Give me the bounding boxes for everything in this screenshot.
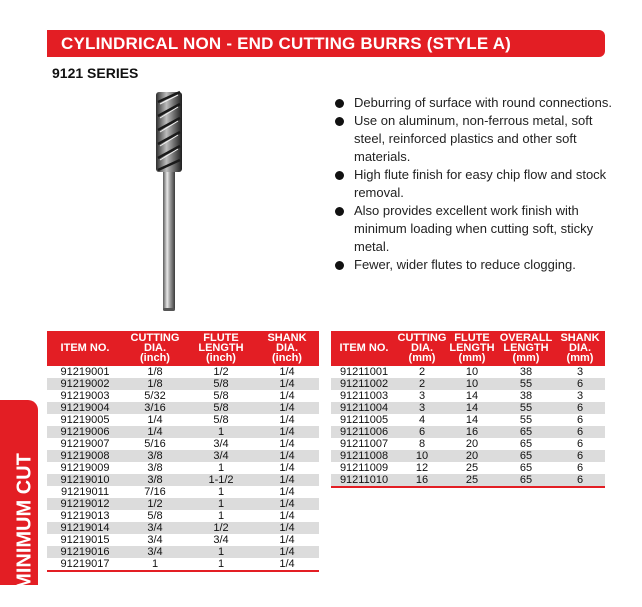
table-cell: 16 [397, 474, 447, 487]
table-cell: 1/4 [255, 378, 319, 390]
table-cell: 16 [447, 426, 497, 438]
table-cell: 91219014 [47, 522, 123, 534]
table-cell: 1 [187, 546, 255, 558]
table-cell: 91219005 [60, 413, 110, 426]
table-cell: 5/8 [187, 402, 255, 414]
table-row [47, 546, 319, 558]
column-header-line: LENGTH [503, 342, 549, 354]
table-cell: 1/4 [279, 365, 295, 378]
table-cell: 65 [497, 450, 555, 462]
table-row [47, 402, 319, 414]
table-cell: 14 [447, 402, 497, 414]
table-cell: 38 [519, 365, 533, 378]
table-cell: 91219012 [47, 498, 123, 510]
column-header [447, 331, 497, 366]
table-cell: 1 [187, 426, 255, 438]
table-row [47, 414, 319, 426]
table-cell: 91219003 [60, 389, 110, 402]
table-cell: 1/8 [123, 378, 187, 390]
column-header [123, 331, 187, 366]
bullet-dot-icon [335, 207, 344, 216]
table-cell: 91211006 [331, 426, 397, 438]
table-cell: 3/16 [123, 402, 187, 414]
table-cell: 1/4 [279, 485, 295, 498]
table-cell: 55 [519, 413, 533, 426]
table-cell: 6 [555, 426, 605, 438]
table-cell: 3/4 [213, 533, 229, 546]
table-cell: 1/2 [123, 498, 187, 510]
table-cell: 3 [576, 389, 584, 402]
table-cell: 25 [447, 474, 497, 487]
table-cell: 14 [465, 389, 479, 402]
table-cell: 1/4 [279, 533, 295, 546]
table-cell: 1/8 [147, 365, 163, 378]
table-cell: 1/4 [279, 461, 295, 474]
table-cell: 1/4 [123, 426, 187, 438]
table-cell: 1/4 [255, 450, 319, 462]
column-header-line: ITEM NO. [60, 342, 110, 354]
column-header [555, 331, 605, 366]
table-cell: 91211003 [339, 389, 389, 402]
table-cell: 3 [418, 389, 426, 402]
bullet-dot-icon [335, 261, 344, 270]
table-cell: 1/4 [279, 389, 295, 402]
column-header-line: DIA. [276, 342, 298, 354]
table-cell: 3 [576, 365, 584, 378]
table-cell: 91219006 [47, 426, 123, 438]
column-header [497, 331, 555, 366]
table-row [47, 378, 319, 390]
table-cell: 65 [519, 461, 533, 474]
table-cell: 91211002 [331, 378, 397, 390]
table-cell: 91219004 [47, 402, 123, 414]
table-cell: 1/4 [279, 437, 295, 450]
burr-product-image [150, 90, 190, 315]
column-header-line: OVERALL [499, 332, 553, 344]
table-cell: 1 [217, 509, 225, 522]
title-bar [47, 30, 605, 57]
table-row [331, 450, 605, 462]
column-header-line: (mm) [566, 352, 594, 364]
table-cell: 1/4 [255, 498, 319, 510]
feature-item: Also provides excellent work finish with minimum loading when cutting soft, sticky metal. [332, 202, 622, 256]
table-row [331, 366, 605, 378]
table-cell: 10 [447, 378, 497, 390]
column-header-line: (mm) [408, 352, 436, 364]
bullet-dot-icon [335, 99, 344, 108]
feature-item: High flute finish for easy chip flow and stock removal. [332, 166, 622, 202]
column-header-line: SHANK [560, 332, 600, 344]
table-cell: 91219011 [60, 485, 110, 498]
feature-item: Use on aluminum, non-ferrous metal, soft steel, reinforced plastics and other soft materials. [332, 112, 622, 166]
table-row [47, 486, 319, 498]
table-cell: 91219007 [60, 437, 110, 450]
table-cell: 91211008 [331, 450, 397, 462]
table-cell: 1 [187, 558, 255, 571]
table-cell: 3/8 [123, 450, 187, 462]
table-row [47, 558, 319, 571]
table-cell: 3/4 [187, 450, 255, 462]
table-cell: 1/2 [213, 365, 229, 378]
mm-spec-table [331, 331, 605, 488]
table-row [47, 498, 319, 510]
table-cell: 91219015 [60, 533, 110, 546]
table-row [47, 438, 319, 450]
feature-item: Fewer, wider flutes to reduce clogging. [332, 256, 622, 274]
table-cell: 65 [497, 474, 555, 487]
table-cell: 91211009 [339, 461, 389, 474]
table-cell: 1/4 [255, 402, 319, 414]
table-cell: 1/4 [255, 558, 319, 571]
column-header-line: DIA. [144, 342, 166, 354]
table-cell: 91219001 [60, 365, 110, 378]
table-cell: 6 [397, 426, 447, 438]
table-row [331, 378, 605, 390]
column-header-line: (inch) [206, 352, 236, 364]
table-cell: 91211001 [339, 365, 389, 378]
table-row [331, 390, 605, 402]
table-cell: 3/4 [123, 522, 187, 534]
table-cell: 91219016 [47, 546, 123, 558]
table-cell: 5/8 [147, 509, 163, 522]
bullet-dot-icon [335, 117, 344, 126]
table-cell: 91219009 [60, 461, 110, 474]
table-cell: 5/8 [213, 389, 229, 402]
table-row [47, 510, 319, 522]
column-header-line: CUTTING [397, 332, 447, 344]
table-row [331, 414, 605, 426]
bullet-dot-icon [335, 171, 344, 180]
column-header-line: DIA. [569, 342, 591, 354]
column-header-line: CUTTING [130, 332, 180, 344]
column-header [255, 331, 319, 366]
column-header [47, 331, 123, 366]
table-cell: 20 [465, 437, 479, 450]
table-cell: 5/32 [144, 389, 166, 402]
table-cell: 6 [555, 450, 605, 462]
series-label: 9121 SERIES [52, 65, 139, 81]
table-cell: 5/16 [144, 437, 166, 450]
table-cell: 6 [555, 474, 605, 487]
table-cell: 1/4 [279, 509, 295, 522]
table-cell: 12 [415, 461, 429, 474]
table-header-row [47, 331, 319, 366]
table-cell: 65 [519, 437, 533, 450]
column-header [187, 331, 255, 366]
table-cell: 91219017 [47, 558, 123, 571]
table-cell: 55 [497, 402, 555, 414]
table-cell: 91211004 [331, 402, 397, 414]
side-tab [0, 400, 38, 590]
table-cell: 65 [497, 426, 555, 438]
table-cell: 1/4 [255, 426, 319, 438]
inch-spec-table [47, 331, 319, 572]
table-cell: 8 [418, 437, 426, 450]
table-cell: 3/8 [123, 474, 187, 486]
table-cell: 5/8 [187, 378, 255, 390]
table-cell: 91219008 [47, 450, 123, 462]
table-cell: 6 [555, 402, 605, 414]
column-header-line: FLUTE [203, 332, 239, 344]
table-cell: 1 [187, 498, 255, 510]
table-cell: 3/4 [123, 546, 187, 558]
page-title: CYLINDRICAL NON - END CUTTING BURRS (STYLE A) [61, 34, 512, 53]
table-header-row [331, 331, 605, 366]
table-row [47, 522, 319, 534]
table-cell: 91211005 [339, 413, 389, 426]
table-cell: 1 [217, 461, 225, 474]
table-cell: 7/16 [144, 485, 166, 498]
table-cell: 3/4 [147, 533, 163, 546]
table-row [331, 462, 605, 474]
column-header-line: DIA. [411, 342, 433, 354]
table-cell: 1/4 [147, 413, 163, 426]
table-cell: 91219013 [60, 509, 110, 522]
column-header-line: LENGTH [198, 342, 244, 354]
table-cell: 1-1/2 [187, 474, 255, 486]
column-header-line: (inch) [272, 352, 302, 364]
table-cell: 38 [519, 389, 533, 402]
table-cell: 6 [576, 461, 584, 474]
table-cell: 2 [397, 378, 447, 390]
table-cell: 1 [123, 558, 187, 571]
table-row [47, 474, 319, 486]
table-row [47, 426, 319, 438]
table-cell: 91211007 [339, 437, 389, 450]
table-cell: 1/4 [255, 474, 319, 486]
table-cell: 2 [418, 365, 426, 378]
table-cell: 10 [397, 450, 447, 462]
table-cell: 91219002 [47, 378, 123, 390]
table-cell: 3 [397, 402, 447, 414]
column-header-line: LENGTH [449, 342, 495, 354]
column-header-line: (mm) [458, 352, 486, 364]
table-cell: 91211010 [331, 474, 397, 487]
table-cell: 6 [576, 437, 584, 450]
side-tab-label: MINIMUM CUT [13, 453, 36, 590]
column-header-line: (inch) [140, 352, 170, 364]
table-cell: 5/8 [213, 413, 229, 426]
table-row [47, 450, 319, 462]
table-cell: 6 [576, 413, 584, 426]
table-row [47, 366, 319, 378]
table-cell: 1 [217, 485, 225, 498]
table-cell: 1/4 [279, 413, 295, 426]
table-cell: 1/2 [187, 522, 255, 534]
table-row [331, 426, 605, 438]
table-row [331, 402, 605, 414]
table-cell: 14 [465, 413, 479, 426]
table-cell: 55 [497, 378, 555, 390]
table-cell: 25 [465, 461, 479, 474]
table-row [47, 462, 319, 474]
column-header-line: FLUTE [454, 332, 490, 344]
column-header [397, 331, 447, 366]
table-row [47, 534, 319, 546]
table-cell: 3/4 [213, 437, 229, 450]
table-cell: 3/8 [147, 461, 163, 474]
column-header-line: ITEM NO. [339, 342, 389, 354]
feature-item: Deburring of surface with round connections. [332, 94, 622, 112]
table-cell: 4 [418, 413, 426, 426]
table-row [331, 474, 605, 487]
table-cell: 1/4 [255, 546, 319, 558]
table-row [331, 438, 605, 450]
feature-list [332, 94, 622, 274]
table-cell: 10 [465, 365, 479, 378]
column-header-line: (mm) [512, 352, 540, 364]
column-header [331, 331, 397, 366]
table-cell: 1/4 [255, 522, 319, 534]
column-header-line: SHANK [267, 332, 307, 344]
table-cell: 6 [555, 378, 605, 390]
table-cell: 20 [447, 450, 497, 462]
table-cell: 91219010 [47, 474, 123, 486]
table-row [47, 390, 319, 402]
